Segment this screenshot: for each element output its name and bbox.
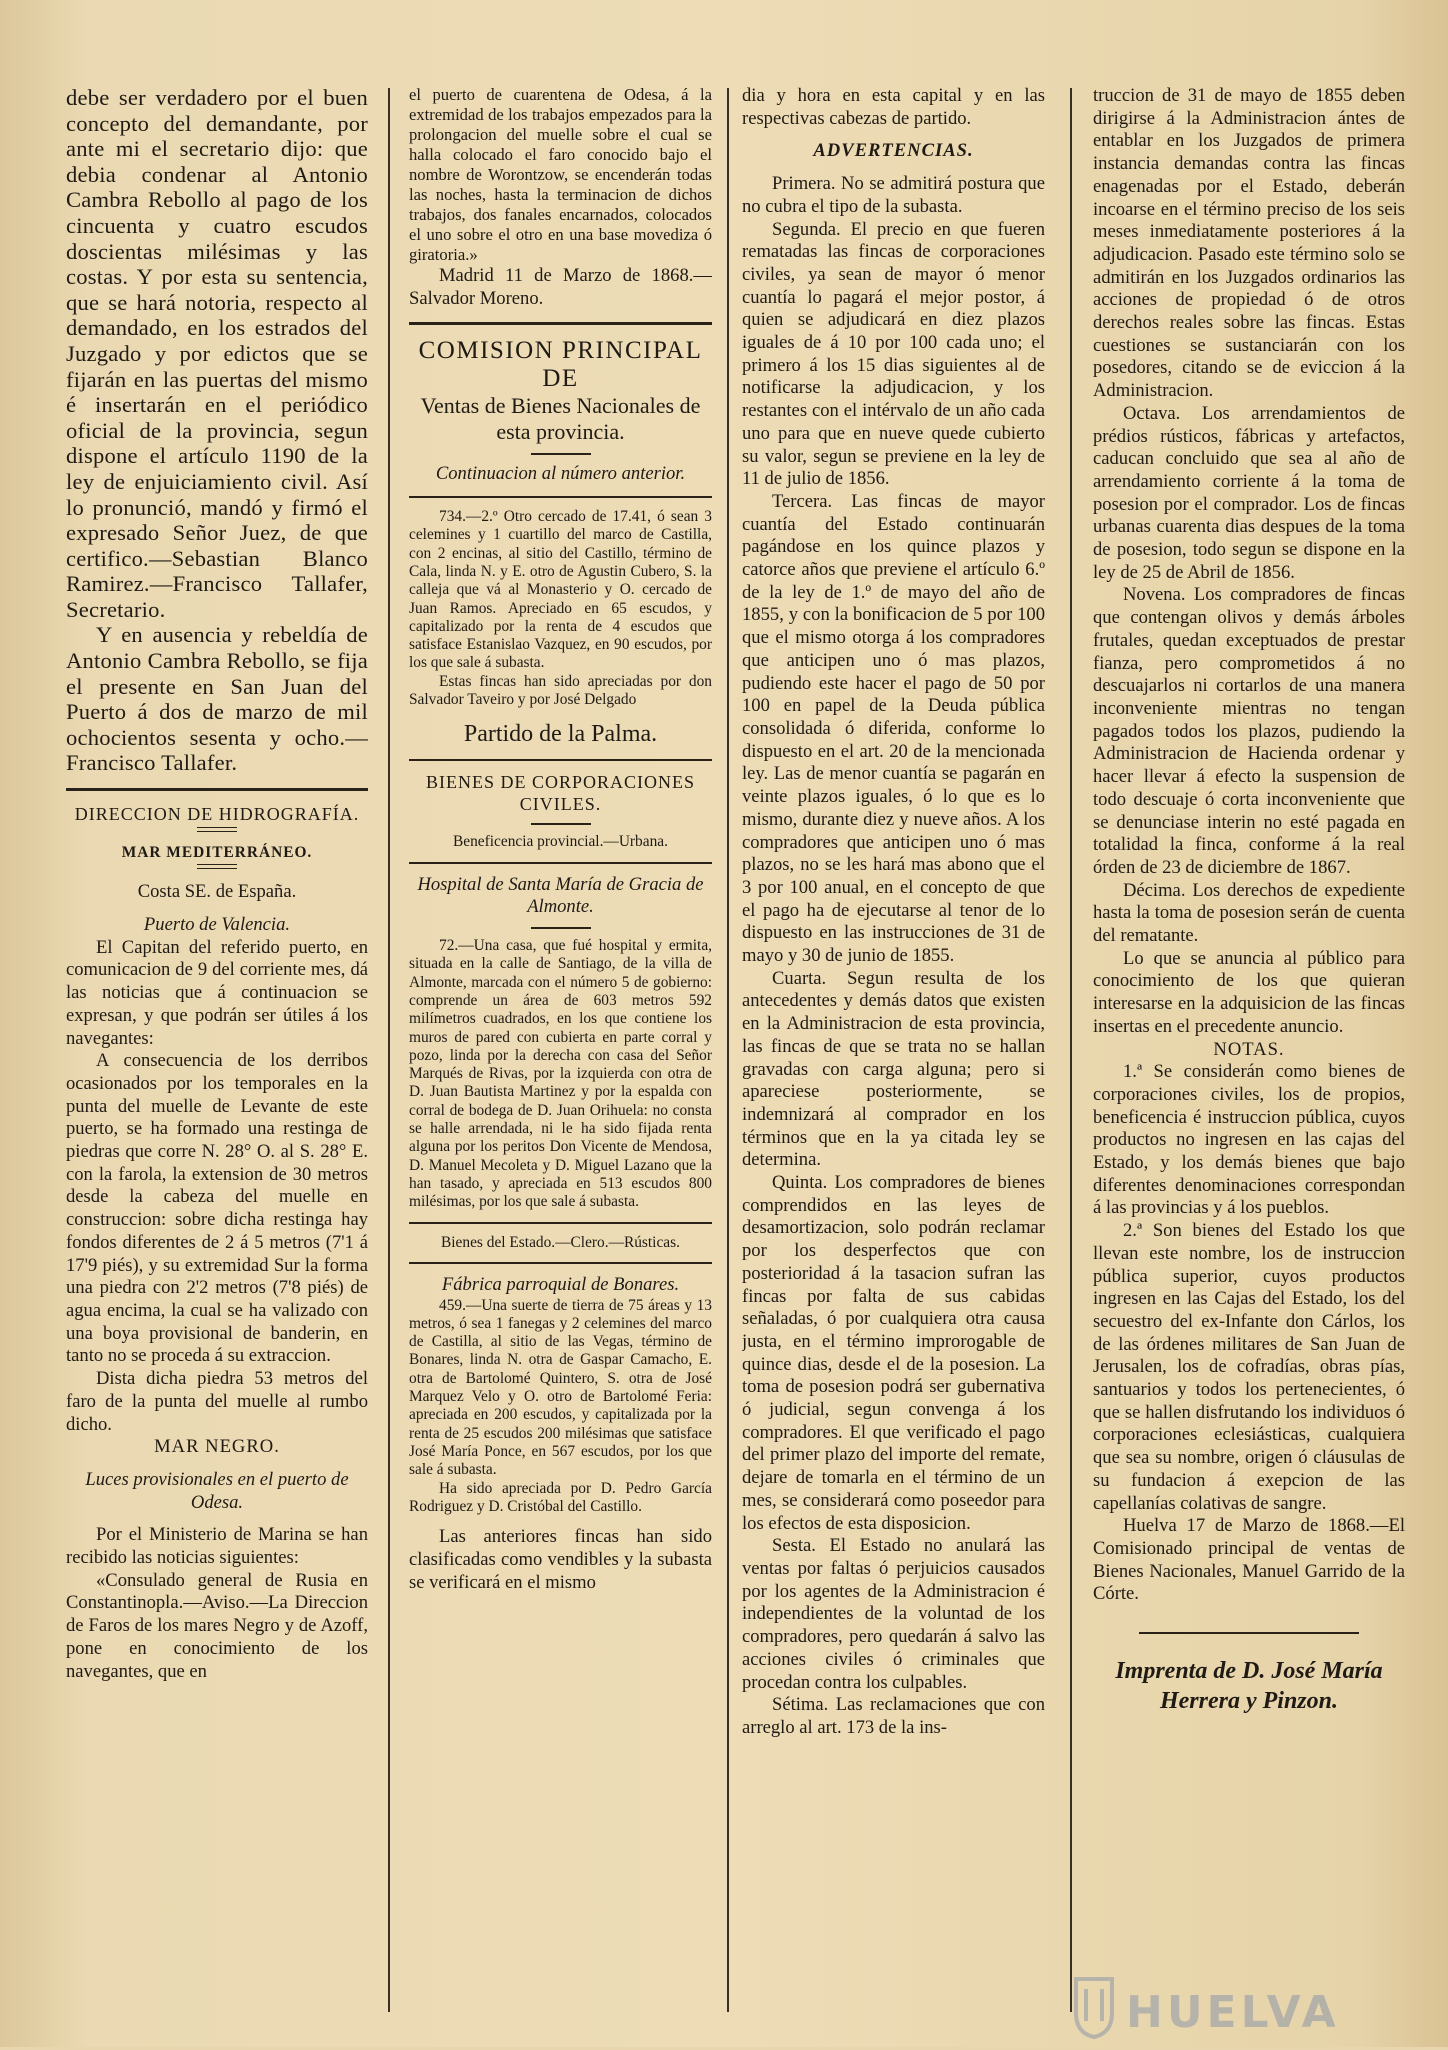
advertencia-octava: Octava. Los arrendamientos de prédios rústicos, fábricas y artefactos, caducan concluido que sea al año de arrendamiento corriente á la toma de posesion por el comprador. Los de fincas urbanas cuarenta dias despues de la toma de posesion, todo segun se dispone en la ley de 25 de Abril de 1856. [1093,402,1405,583]
heading-bienes-corporaciones: BIENES DE CORPORACIONES CIVILES. [425,772,696,815]
imprint-line-1: Imprenta de D. José María [1115,1658,1383,1685]
heading-comision-principal: COMISION PRINCIPAL DE [418,337,703,393]
watermark-text: HUELVA [1126,1986,1340,2038]
rule [409,1262,712,1264]
paragraph-odesa: el puerto de cuarentena de Odesa, á la extremidad de los trabajos empezados para la prolongacion del muelle sobre el cual se halla colocado el faro conocido bajo el nombre de Worontzow, se encenderán todas las noches, hasta la terminacion de dichos trabajos, dos fanales encarnados, colocados el uno sobre el otro en una base movediza ó giratoria.» [409,85,712,264]
advertencia-quinta: Quinta. Los compradores de bienes comprendidos en las leyes de desamortizacion, solo podrán reclamar por los desperfectos que con posterioridad á la tasacion sufran las fincas por falta de sus cabidas señaladas, ó por cualquiera otra causa justa, en el término improrogable de quince dias, desde el de la posesion. La toma de posesion podrá ser gubernativa ó judicial, segun convenga á los compradores. El que verificado el pago del primer plazo del importe del remate, dejare de tomarla en el término de un mes, se considerará como poseedor para los efectos de esta disposicion. [742,1172,1045,1534]
short-rule [197,827,237,832]
rule [409,759,712,761]
column-1 [66,85,368,2017]
heading-continuacion: Continuacion al número anterior. [435,463,686,485]
rule [409,496,712,498]
section-rule [409,322,712,325]
crest-icon [1072,1975,1116,2050]
nota-2: 2.ª Son bienes del Estado los que llevan este nombre, los de instruccion pública superior, cuyos productos ingresen en las Cajas del Estado, los del secuestro del ex-Infante don Cárlos, los de las órdenes militares de San Juan de Jerusalen, los de cofradías, obras pías, santuarios y todos los pertenecientes, ó que se hallen disfrutando los individuos ó corporaciones eclesiásticas, cualquiera que sea su nombre, origen ó cláusulas de su fundacion á exepcion de las capellanías colativas de sangre. [1093,1220,1405,1514]
column-3 [742,85,1045,2017]
advertencia-novena: Novena. Los compradores de fincas que contengan olivos y demás árboles frutales, quedan exceptuados de prestar fianza, pero comprometidos á no descuajarlos ni cortarlos de una manera inconveniente mientras no tengan pagados todos los plazos, pudiendo la Administracion de Hacienda ordenar y hacer llevar á efecto la suspension de todo descuaje ó corta inconveniente que se denunciase interin no esté pagada en totalidad la finca, conforme á la real órden de 23 de diciembre de 1867. [1093,584,1405,878]
nota-1: 1.ª Se considerán como bienes de corporaciones civiles, los de propios, beneficencia é instruccion pública, cuyos productos no ingresen en las cajas del Estado, y los demás bienes que bajo diferentes denominaciones correspondan á las provincias y á los pueblos. [1093,1061,1405,1219]
advertencia-segunda: Segunda. El precio en que fueren rematadas las fincas de corporaciones civiles, ya sean de mayor ó menor cuantía lo pagará el mejor postor, á quien se adjudicará en diez plazos iguales de á 10 por 100 cada uno; el primero á los 15 dias siguientes al de notificarse la adjudicacion, y los restantes con el intérvalo de un año cada uno para que en nueve quede cubierto su valor, segun se previene en la ley de 11 de julio de 1856. [742,218,1045,490]
section-heading-direccion: DIRECCION DE HIDROGRAFÍA. [74,804,360,825]
short-rule [531,823,591,825]
archive-watermark [1072,1977,1412,2047]
advertencia-primera: Primera. No se admitirá postura que no cubra el tipo de la subasta. [742,173,1045,217]
section-rule [66,788,368,791]
signature-huelva: Huelva 17 de Marzo de 1868.—El Comisionado principal de ventas de Bienes Nacionales, Manuel Garrido de la Córte. [1093,1515,1405,1605]
column-2 [409,85,712,2017]
column-divider [727,88,729,2012]
column-divider [388,88,390,2012]
paragraph-dista: Dista dicha piedra 53 metros del faro de la punta del muelle al rumbo dicho. [66,1368,368,1435]
crest-svg [1072,1975,1116,2039]
advertencia-decima: Décima. Los derechos de expediente hasta la toma de posesion serán de cuenta del rematante. [1093,879,1405,947]
heading-costa: Costa SE. de España. [137,881,297,903]
short-rule [531,453,591,455]
paragraph-ministerio: Por el Ministerio de Marina se han recibido las noticias siguientes: [66,1524,368,1569]
paragraph-capitan: El Capitan del referido puerto, en comunicacion de 9 del corriente mes, dá las noticias que á continuacion se expresan, y que podrán ser útiles á los navegantes: [66,936,368,1049]
imprint-line-2: Herrera y Pinzon. [1159,1688,1338,1715]
paragraph-instruccion: truccion de 31 de mayo de 1855 deben dirigirse á la Administracion ántes de entablar en los Juzgados de primera instancia demandas contra las fincas enagenadas por el Estado, deberán incoarse en el término preciso de los seis meses inmediatamente posteriores á la adjudicacion. Pasado este término solo se admitirán en los Juzgados ordinarios las acciones de propiedad ó de otros derechos reales sobre las fincas. Estas cuestiones se sustanciarán con los posedores, citando se de eviccion á la Administracion. [1093,85,1405,402]
rule [409,1222,712,1224]
paragraph-apreciada: Ha sido apreciada por D. Pedro García Rodriguez y D. Cristóbal del Castillo. [409,1479,712,1515]
sentence-paragraph: debe ser verdadero por el buen concepto del demandante, por ante mi el secretario dijo: que debia condenar al Antonio Cambra Rebollo al pago de los cincuenta y cuatro escudos doscientas milésimas y las costas. Y por esta su sentencia, que se hará notoria, respecto al demandado, en los estrados del Juzgado y por edictos que se fijarán en las puertas del mismo é insertarán en el periódico oficial de la provincia, segun dispone el artículo 1190 de la ley de enjuiciamiento civil. Así lo pronunció, mandó y firmó el expresado Señor Juez, de que certifico.—Sebastian Blanco Ramirez.—Francisco Tallafer, Secretario. [66,85,368,622]
heading-partido-palma: Partido de la Palma. [463,721,658,748]
short-rule [197,864,237,869]
paragraph-apreciadas: Estas fincas han sido apreciadas por don Salvador Taveiro y por José Delgado [409,672,712,709]
advertencia-cuarta: Cuarta. Segun resulta de los antecedentes y demás datos que existen en la Administracion de esta provincia, las fincas de que se trata no se hallan gravadas con carga alguna; pero si apareciese posteriormente, se indemnizará al comprador en los términos que en la ya citada ley se determina. [742,967,1045,1171]
heading-fabrica-bonares: Fábrica parroquial de Bonares. [441,1273,680,1295]
column-4 [1093,85,1405,2017]
heading-luces-odesa: Luces provisionales en el puerto de Odesa. [85,1468,349,1513]
advertencia-setima: Sétima. Las reclamaciones que con arreglo al art. 173 de la ins- [742,1694,1045,1738]
column-divider [1070,88,1072,2012]
short-rule [531,927,591,929]
rule [1139,1632,1359,1634]
heading-hospital-almonte: Hospital de Santa María de Gracia de Almonte. [417,873,704,918]
heading-ventas-bienes: Ventas de Bienes Nacionales de esta provincia. [420,393,701,445]
paragraph-consulado: «Consulado general de Rusia en Constantinopla.—Aviso.—La Direccion de Faros de los mares Negro y de Azoff, pone en conocimiento de los navegantes, que en [66,1569,368,1682]
heading-advertencias: ADVERTENCIAS. [813,140,974,162]
advertencia-sesta: Sesta. El Estado no anulará las ventas por faltas ó perjuicios causados por los agentes de la Administracion é independientes de la voluntad de los compradores, pero quedarán á salvo las acciones civiles ó criminales que procedan contra los culpables. [742,1535,1045,1693]
heading-mar-negro: MAR NEGRO. [154,1436,280,1458]
heading-puerto-valencia: Puerto de Valencia. [143,914,291,936]
listing-734: 734.—2.º Otro cercado de 17.41, ó sean 3 celemines y 1 cuartillo del marco de Castilla, con 2 encinas, al sitio del Castillo, término de Cala, linda N. y E. otro de Agustin Cubero, S. la calleja que vá al Monasterio y O. cercado de Juan Ramos. Apreciado en 65 escudos, y capitalizado por la renta de 4 escudos que satisface Estanislao Vazquez, en 90 escudos, por los que sale á subasta. [409,508,712,672]
heading-notas: NOTAS. [1213,1038,1285,1060]
heading-bienes-estado: Bienes del Estado.—Clero.—Rústicas. [441,1233,680,1251]
signature-madrid: Madrid 11 de Marzo de 1868.—Salvador Moreno. [409,265,712,309]
advertencia-tercera: Tercera. Las fincas de mayor cuantía del Estado continuarán pagándose en los quince plazos y catorce años que previene el artículo 6.º de la ley de 1.º de mayo del año de 1855, y con la bonificacion de 5 por 100 que el mismo otorga á los compradores que anticipen uno ó mas plazos, pudiendo este hacer el pago de 50 por 100 en papel de la Deuda pública consolidada ó diferida, conforme lo dispuesto en el art. 20 de la mencionada ley. Las de menor cuantía se pagarán en veinte plazos iguales, ó lo que es lo mismo, durante diez y nueve años. A los compradores que anticipen uno ó mas plazos, no se les hará mas abono que el 3 por 100 anual, en el concepto de que el pago ha de ejecutarse al tenor de lo dispuesto en las instrucciones de 31 de mayo y 30 de junio de 1855. [742,490,1045,967]
listing-459: 459.—Una suerte de tierra de 75 áreas y 13 metros, ó sea 1 fanegas y 2 celemines del marco de Castilla, al sitio de las Vegas, término de Bonares, linda N. otra de Gaspar Camacho, E. otra de Bartolomé Quintero, S. otra de José Marquez Velo y O. otro de Bartolomé Feria: apreciada en 200 escudos, y capitalizada por la renta de 25 escudos 200 milésimas que satisface José María Ponce, en 567 escudos, por los que sale á subasta. [409,1296,712,1479]
paragraph-anteriores-fincas: Las anteriores fincas han sido clasificadas como vendibles y la subasta se verificará en el mismo [409,1526,712,1593]
paragraph-dia-hora: dia y hora en esta capital y en las respectivas cabezas de partido. [742,85,1045,129]
listing-72: 72.—Una casa, que fué hospital y ermita, situada en la calle de Santiago, de la villa de Almonte, marcada con el número 5 de gobierno: comprende un área de 603 metros 592 milímetros cuadrados, en los que contiene los muros de pared con cubierta en parte corral y pozo, linda por la derecha con casa del Señor Marqués de Rivas, por la izquierda con otra de D. Juan Bautista Martinez y por la espalda con corral de bodega de D. Juan Orihuela: no consta se halle arrendada, ni le ha sido fijada renta alguna por los peritos Don Vicente de Mendosa, D. Manuel Mecoleta y D. Miguel Lazano que la han tasado, y apreciada en 513 escudos 800 milésimas, por los que sale á subasta. [409,937,712,1211]
heading-beneficencia: Beneficencia provincial.—Urbana. [453,833,668,851]
edict-paragraph: Y en ausencia y rebeldía de Antonio Cambra Rebollo, se fija el presente en San Juan del Puerto á dos de marzo de mil ochocientos sesenta y ocho.—Francisco Tallafer. [66,622,368,776]
paragraph-derribos: A consecuencia de los derribos ocasionados por los temporales en la punta del muelle de Levante de este puerto, se ha formado una restinga de piedras que corre N. 28° O. al S. 28° E. con la farola, la extension de 30 metros desde la cabeza del muelle en construccion: sobre dicha restinga hay fondos diferentes de 2 á 5 metros (7'1 á 17'9 piés), y su extremidad Sur la forma una piedra con 2'2 metros (7'8 piés) de agua encima, la cual se ha valizado con una boya provisional de banderin, en tanto no se proceda á su extraccion. [66,1050,368,1367]
paragraph-anuncia: Lo que se anuncia al público para conocimiento de los que quieran interesarse en la adquisicion de las fincas insertas en el precedente anuncio. [1093,947,1405,1037]
rule [409,862,712,864]
heading-mar-mediterraneo: MAR MEDITERRÁNEO. [121,844,313,862]
